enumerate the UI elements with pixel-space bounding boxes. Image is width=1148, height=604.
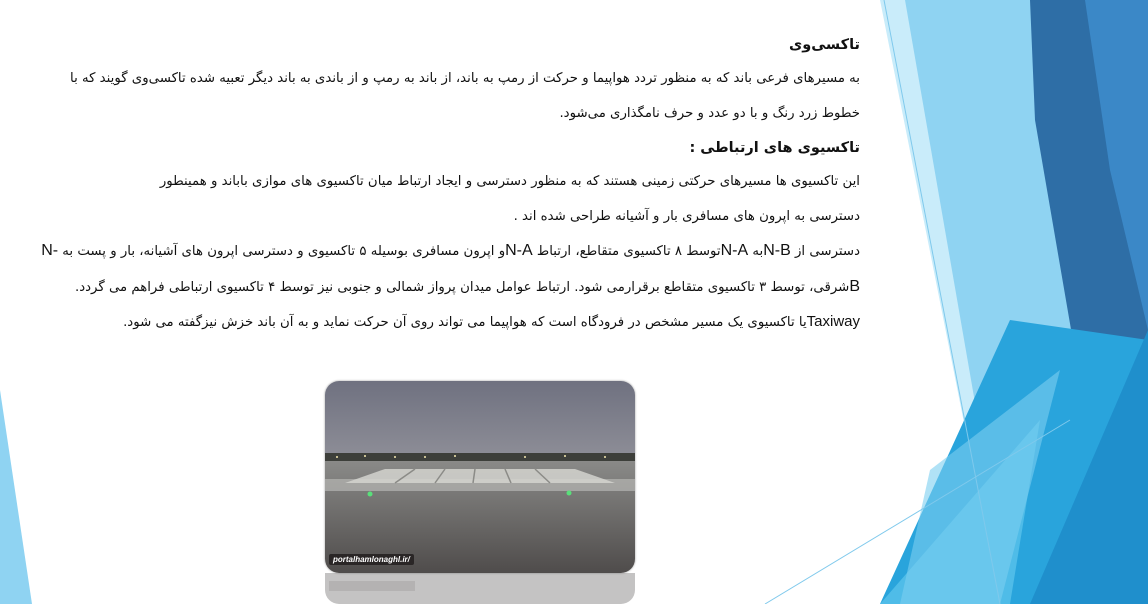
slide-content [40,28,860,341]
text-segment: دسترسی از [790,244,860,259]
slide-title: تاکسی‌وی [788,37,860,53]
paragraph-connecting-taxiways: این تاکسیوی ها مسیرهای حرکتی زمینی هستند که به منظور دسترسی و ایجاد ارتباط میان تاکسیوی های موازی باباند و همینطور دسترسی به اپرون های مسافری بار و آشیانه طراحی شده اند . [159,174,860,224]
photo-reflection [325,573,635,604]
text-segment: به [748,244,764,259]
paragraph-definition: به مسیرهای فرعی باند که به منظور تردد هواپیما و حرکت از رمپ به باند، از باند به رمپ و از باندی به باند دیگر تعبیه شده تاکسی‌وی گویند که با خطوط زرد رنگ و با دو عدد و حرف نامگذاری می‌شود. [70,71,860,121]
runway-photo-image [325,381,635,573]
text-segment: شرقی، توسط ۳ تاکسیوی متقاطع برقرارمی شود. ارتباط عوامل میدان پرواز شمالی و جنوبی نیز توسط ۴ تاکسیوی ارتباطی فراهم می گردد. [74,279,850,295]
term-taxiway: Taxiway [806,313,860,330]
text-segment: و اپرون مسافری بوسیله ۵ تاکسیوی و دسترسی اپرون های آشیانه، بار و پست به [58,244,506,259]
photo-watermark: portalhamlonaghl.ir/ [329,554,414,565]
text-segment: یا تاکسیوی یک مسیر مشخص در فرودگاه است که هواپیما می تواند روی آن حرکت نماید و به آن باند خزش نیزگفته می شود. [123,315,807,330]
left-accent-shape [0,390,32,604]
section-subtitle: تاکسیوی های ارتباطی : [689,140,860,156]
taxiway-code: N-A [505,242,533,259]
paragraph-taxiway-definition [40,305,860,341]
paragraph-access [40,234,860,305]
taxiway-code: N-B [41,242,860,295]
runway-photo [325,381,635,573]
text-segment: توسط ۸ تاکسیوی متقاطع، ارتباط [532,244,721,259]
taxiway-code: N-B [763,242,791,259]
taxiway-code: N-A [720,242,749,259]
